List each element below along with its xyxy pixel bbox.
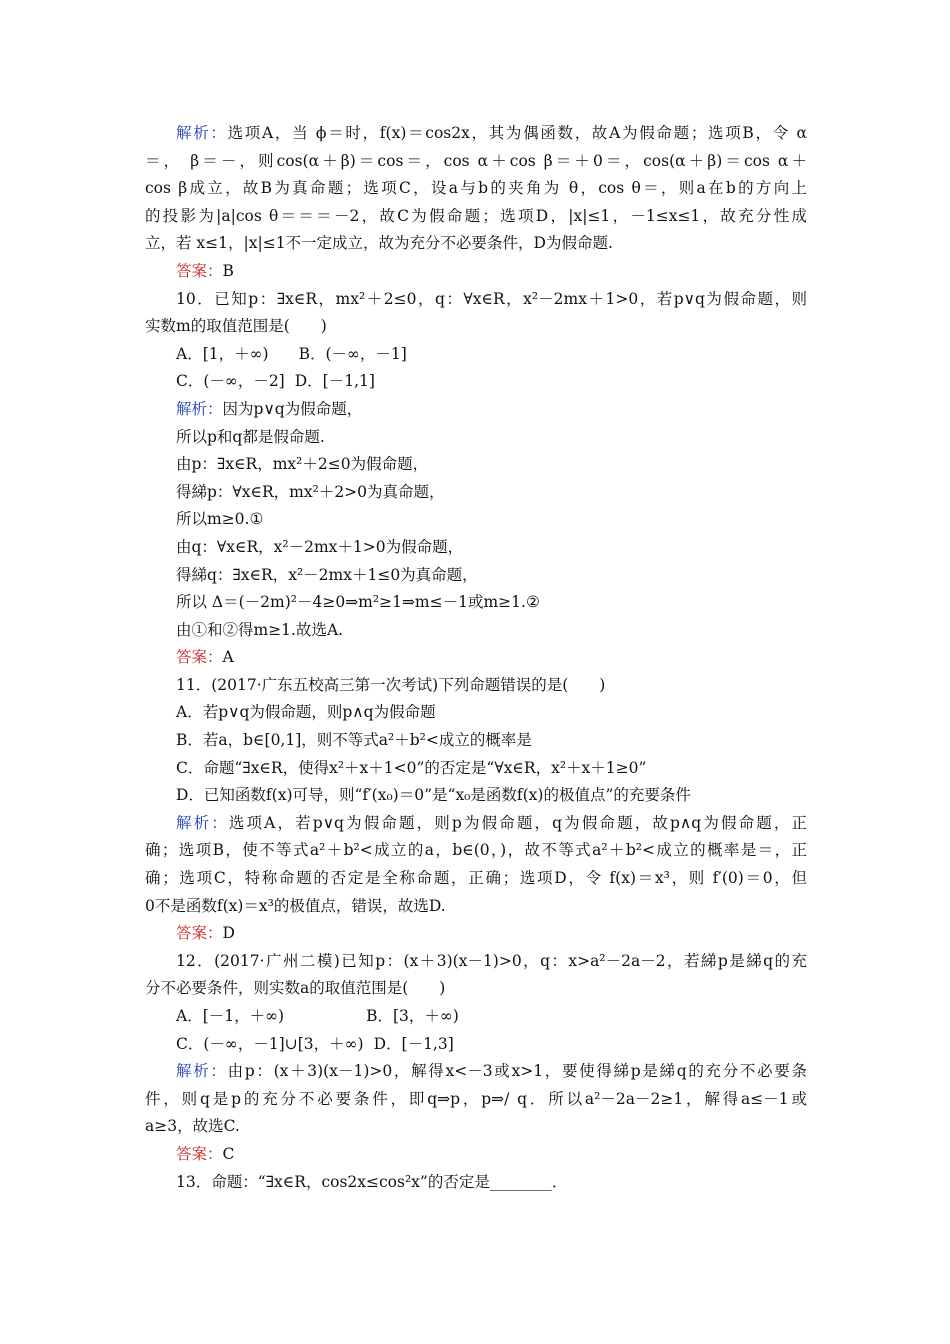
q12-options-row: [145, 1003, 807, 1031]
option-d: D．[－1,1]: [294, 372, 375, 391]
q9-answer: [145, 258, 807, 286]
q9-analysis-line: ＝， β＝－，则cos(α＋β)＝cos＝，cos α＋cos β＝＋0＝，cos(α＋β)＝cos α＋: [145, 151, 807, 170]
q10-analysis-line: 得綈q：∃x∈R，x²－2mx＋1≤0为真命题，: [176, 565, 478, 584]
answer-label: 答案：: [176, 648, 223, 667]
q11-answer: [145, 920, 807, 948]
q10-answer: [145, 644, 807, 672]
analysis-label: 解析：: [176, 813, 229, 832]
answer-label: 答案：: [176, 261, 223, 280]
q9-analysis-line: 解析：选项A，当 ϕ＝时，f(x)＝cos2x，其为偶函数，故A为假命题；选项B，令 α: [176, 124, 807, 142]
q10-analysis-line: 所以 Δ＝(－2m)²－4≥0⇒m²≥1⇒m≤－1或m≥1.②: [176, 593, 540, 612]
q12-analysis-line: a≥3，故选C.: [145, 1117, 240, 1136]
q10-stem-line: 实数m的取值范围是( ): [145, 317, 327, 336]
option-b: B．(－∞，－1]: [298, 344, 407, 363]
q11-analysis-line: 确；选项C，特称命题的否定是全称命题，正确；选项D，令 f(x)＝x³，则 f′(0)＝0，但: [145, 869, 807, 888]
q11-stem: 11．(2017·广东五校高三第一次考试)下列命题错误的是( ): [176, 675, 606, 694]
answer-value: D: [222, 924, 235, 943]
q11-option: D．已知函数f(x)可导，则“f′(x₀)＝0”是“x₀是函数f(x)的极值点”的充要条件: [176, 786, 691, 805]
analysis-label: 解析：: [176, 399, 223, 418]
analysis-label: 解析：: [176, 1062, 228, 1081]
answer-value: C: [222, 1144, 235, 1163]
option-b: B．[3，＋∞): [366, 1007, 459, 1025]
q10-analysis-line: 由①和②得m≥1.故选A.: [176, 620, 344, 639]
option-d: D．[－1,3]: [373, 1034, 454, 1053]
q10-analysis-line: 由q：∀x∈R，x²－2mx＋1>0为假命题，: [176, 537, 464, 556]
option-a: A．[－1，＋∞): [176, 1007, 285, 1025]
q11-option: A．若p∨q为假命题，则p∧q为假命题: [176, 703, 436, 722]
q11-analysis-line: 解析：选项A，若p∨q为假命题，则p为假命题，q为假命题，故p∧q为假命题，正: [176, 813, 807, 832]
q12-stem-line: 12．(2017·广州二模)已知p：(x＋3)(x－1)>0，q：x>a²－2a－2，若綈p是綈q的充: [176, 951, 807, 970]
q12-analysis-line: 解析：由p：(x＋3)(x－1)>0，解得x<－3或x>1，要使得綈p是綈q的充分不必要条: [176, 1062, 807, 1081]
q9-analysis-line: 的投影为|a|cos θ＝＝＝－2，故C为假命题；选项D，|x|≤1，－1≤x≤1，故充分性成: [145, 206, 807, 225]
q10-stem-line: 10．已知p：∃x∈R，mx²＋2≤0，q：∀x∈R，x²－2mx＋1>0，若p∨q为假命题，则: [176, 289, 807, 308]
q12-options-row: [145, 1031, 807, 1059]
option-c: C．(－∞，－2]: [176, 372, 285, 391]
q12-stem-line: 分不必要条件，则实数a的取值范围是( ): [145, 979, 446, 998]
q9-analysis-line: cos β成立，故B为真命题；选项C，设a与b的夹角为 θ，cos θ＝，则a在b的方向上: [145, 179, 807, 198]
q10-analysis-line: 得綈p：∀x∈R，mx²＋2>0为真命题，: [176, 482, 445, 501]
q11-option: C．命题“∃x∈R，使得x²＋x＋1<0”的否定是“∀x∈R，x²＋x＋1≥0”: [176, 758, 647, 777]
q10-analysis-line: 解析：因为p∨q为假命题，: [176, 399, 363, 418]
q10-options-row: [145, 341, 807, 369]
option-a: A．[1，＋∞): [176, 344, 269, 363]
analysis-label: 解析：: [176, 124, 228, 142]
q11-option: B．若a，b∈[0,1]，则不等式a²＋b²<成立的概率是: [176, 731, 532, 750]
answer-label: 答案：: [176, 1144, 223, 1163]
q10-options-row: [145, 368, 807, 396]
q10-analysis-line: 由p：∃x∈R，mx²＋2≤0为假命题，: [176, 455, 429, 474]
answer-value: A: [222, 648, 234, 667]
q10-analysis-line: 所以m≥0.①: [176, 510, 264, 529]
answer-value: B: [222, 261, 234, 280]
q10-analysis-line: 所以p和q都是假命题.: [176, 427, 325, 446]
q9-analysis-line: 立，若 x≤1，|x|≤1不一定成立，故为充分不必要条件，D为假命题.: [145, 234, 613, 253]
q12-answer: [145, 1141, 807, 1169]
option-c: C．(－∞，－1]∪[3，＋∞): [176, 1034, 364, 1053]
q11-analysis-line: 0不是函数f(x)＝x³的极值点，错误，故选D.: [145, 896, 446, 915]
q12-analysis-line: 件，则q是p的充分不必要条件，即q⇒p，p⇒/ q．所以a²－2a－2≥1，解得a≤－1或: [145, 1089, 807, 1108]
q11-analysis-line: 确；选项B，使不等式a²＋b²<成立的a，b∈(0，)，故不等式a²＋b²<成立的概率是＝，正: [145, 841, 807, 860]
answer-label: 答案：: [176, 924, 223, 943]
q13-stem: 13．命题：“∃x∈R，cos2x≤cos²x”的否定是________．: [176, 1172, 568, 1191]
